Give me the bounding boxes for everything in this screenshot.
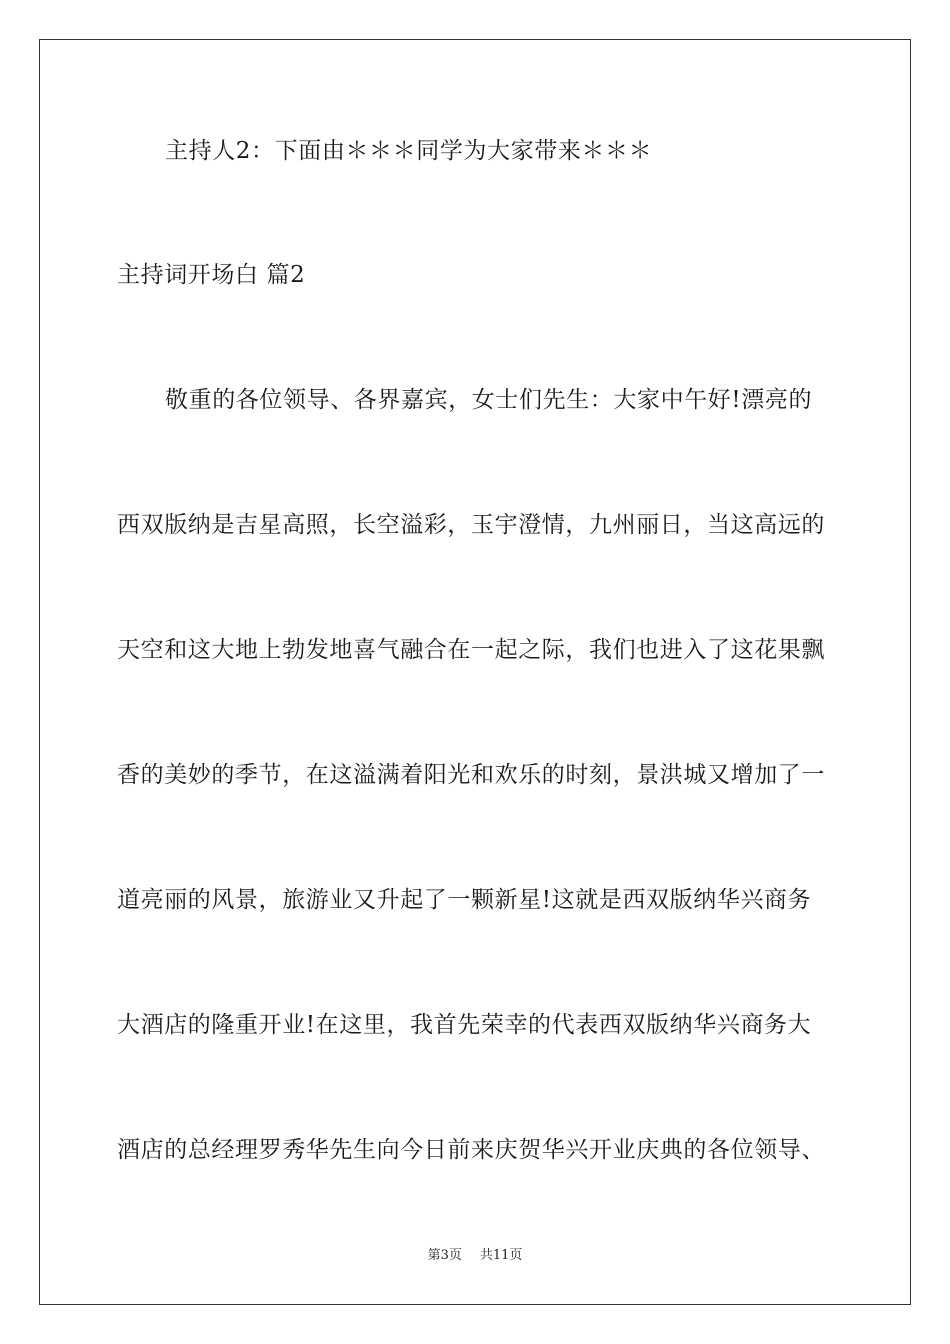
paragraph-line-5: 道亮丽的风景，旅游业又升起了一颗新星!这就是西双版纳华兴商务 [117,887,812,913]
page-footer [0,1247,950,1265]
section-heading: 主持词开场白 篇2 [117,262,306,288]
page-border [39,39,911,1305]
paragraph-line-2: 西双版纳是吉星高照，长空溢彩，玉宇澄情，九州丽日，当这高远的 [117,512,825,538]
paragraph-line-1: 敬重的各位领导、各界嘉宾，女士们先生：大家中午好!漂亮的 [165,387,813,413]
page-total: 共11页 [479,1248,523,1263]
paragraph-line-7: 酒店的总经理罗秀华先生向今日前来庆贺华兴开业庆典的各位领导、 [117,1137,825,1163]
paragraph-line-4: 香的美妙的季节，在这溢满着阳光和欢乐的时刻，景洪城又增加了一 [117,762,825,788]
paragraph-line-6: 大酒店的隆重开业!在这里，我首先荣幸的代表西双版纳华兴商务大 [117,1012,812,1038]
paragraph-line-3: 天空和这大地上勃发地喜气融合在一起之际，我们也进入了这花果飘 [117,637,825,663]
host-line-paragraph: 主持人2：下面由＊＊＊同学为大家带来＊＊＊ [165,138,653,164]
page-number: 第3页 [427,1248,462,1263]
